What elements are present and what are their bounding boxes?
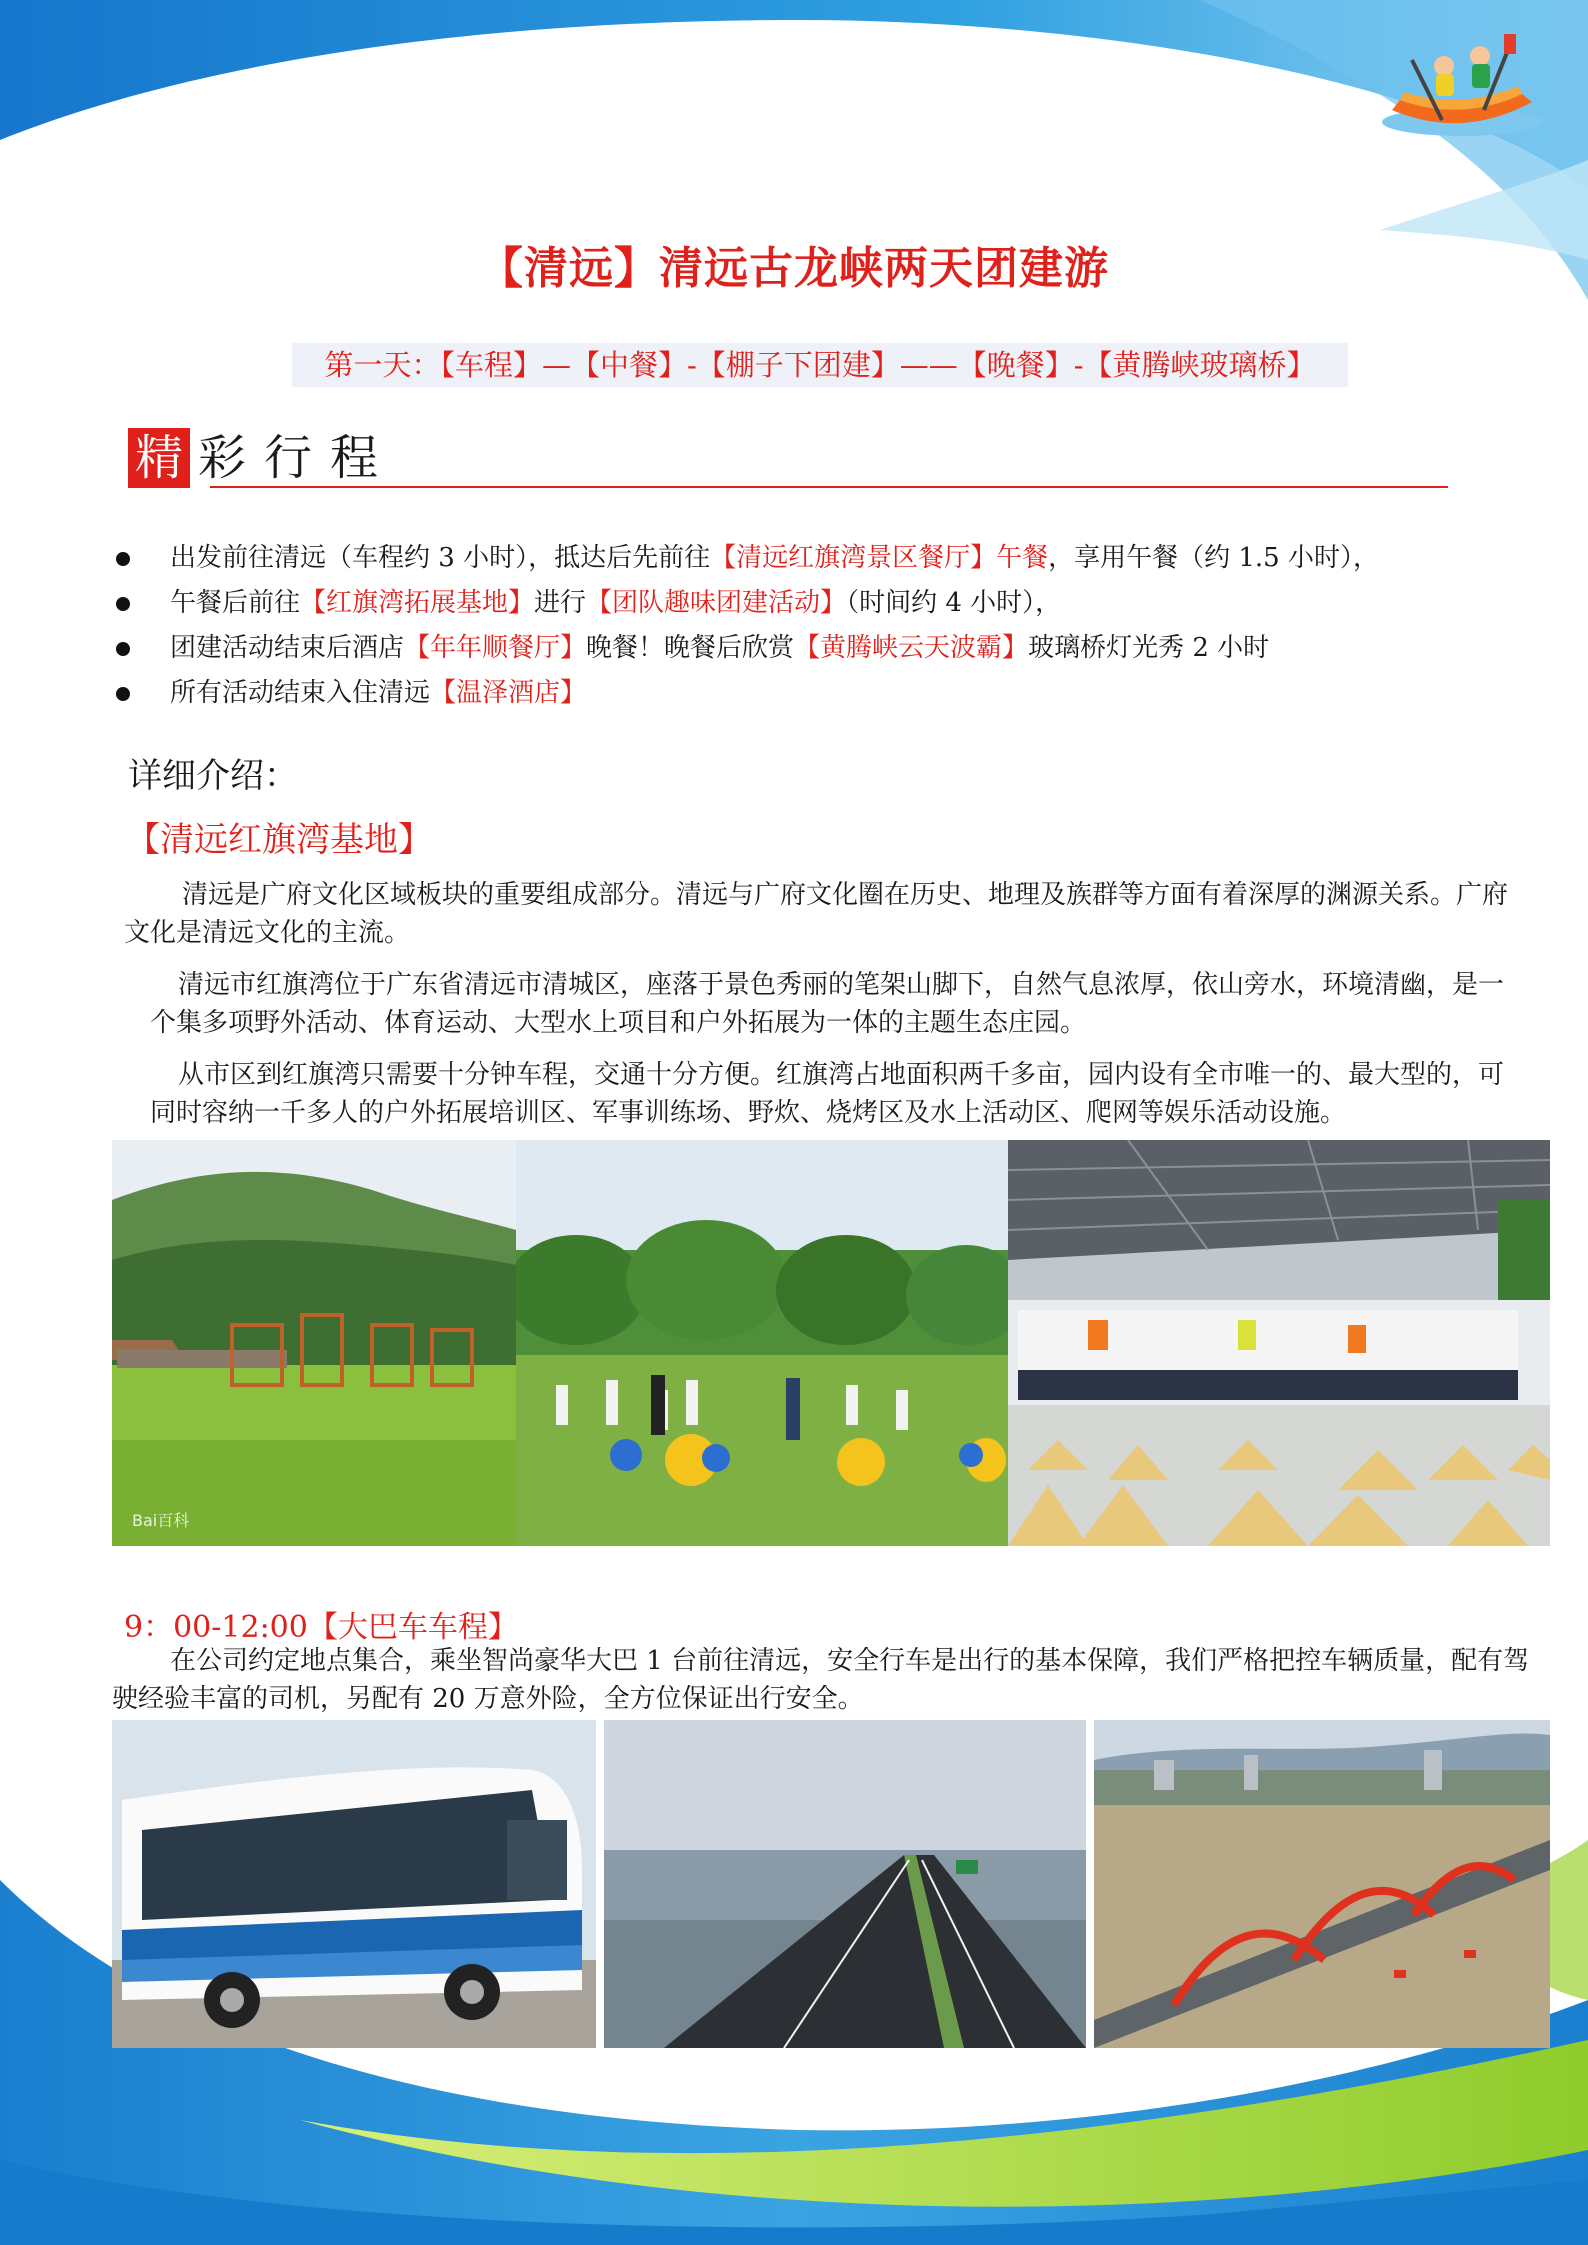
itinerary-text: ，享用午餐（约 1.5 小时）， [1048,543,1379,573]
photo-group-under-shelter [1008,1140,1550,1546]
itinerary-text: 玻璃桥灯光秀 2 小时 [1028,633,1270,663]
base-heading: 【清远红旗湾基地】 [126,820,432,860]
section-underline [210,486,1448,488]
itinerary-highlight: 【温泽酒店】 [430,678,587,708]
itinerary-item [112,536,1512,581]
time-heading: 9：00-12:00【大巴车车程】 [124,1610,518,1645]
intro-paragraph-3: 从市区到红旗湾只需要十分钟车程，交通十分方便。红旗湾占地面积两千多亩，园内设有全市唯一的、最大型的，可同时容纳一千多人的户外拓展培训区、军事训练场、野炊、烧烤区及水上活动区、爬网等娱乐活动设施。 [150,1060,1505,1128]
itinerary-text: 晚餐！晚餐后欣赏 [586,633,795,663]
bus-paragraph: 在公司约定地点集合，乘坐智尚豪华大巴 1 台前往清远，安全行车是出行的基本保障，我们严格把控车辆质量，配有驾驶经验丰富的司机，另配有 20 万意外险，全方位保证出行安全。 [112,1646,1530,1714]
rafting-boat-icon [1372,30,1552,150]
intro-paragraph-2: 清远市红旗湾位于广东省清远市清城区，座落于景色秀丽的笔架山脚下，自然气息浓厚，依山旁水，环境清幽，是一个集多项野外活动、体育运动、大型水上项目和户外拓展为一体的主题生态庄园。 [150,970,1505,1038]
bullet-dot-icon [116,597,130,611]
itinerary-text: 午餐后前往 [170,588,301,618]
itinerary-text: 团建活动结束后酒店 [170,633,405,663]
itinerary-text: 所有活动结束入住清远 [170,678,431,708]
itinerary-highlight: 【清远红旗湾景区餐厅】午餐 [710,543,1049,573]
itinerary-text: 出发前往清远（车程约 3 小时），抵达后先前往 [170,543,711,573]
intro-paragraph-1: 清远是广府文化区域板块的重要组成部分。清远与广府文化圈在历史、地理及族群等方面有着深厚的渊源关系。广府文化是清远文化的主流。 [124,880,1509,948]
itinerary-text: （时间约 4 小时）， [846,588,1062,618]
itinerary-item [112,671,1512,716]
photo-red-arch-bridge [1094,1720,1550,2048]
photo-coach-bus [112,1720,596,2048]
itinerary-item [112,626,1512,671]
itinerary-highlight: 【黄腾峡云天波霸】 [794,633,1029,663]
itinerary-list [112,536,1512,716]
day-one-summary: 第一天：【车程】—【中餐】-【棚子下团建】——【晚餐】-【黄腾峡玻璃桥】 [292,343,1348,387]
bullet-dot-icon [116,552,130,566]
section-heading [128,428,396,488]
photo-watermark: Bai百科 [132,1511,190,1530]
itinerary-item [112,581,1512,626]
detail-heading: 详细介绍： [128,756,298,796]
section-heading-rest: 彩行程 [198,430,397,486]
page-title: 【清远】清远古龙峡两天团建游 [479,243,1109,294]
photo-team-games-lawn [516,1140,1008,1546]
section-heading-first-char: 精 [128,428,190,488]
itinerary-highlight: 【红旗湾拓展基地】 [300,588,535,618]
itinerary-highlight: 【团队趣味团建活动】 [586,588,847,618]
itinerary-highlight: 【年年顺餐厅】 [404,633,587,663]
itinerary-text: 进行 [534,588,587,618]
bullet-dot-icon [116,642,130,656]
bullet-dot-icon [116,687,130,701]
photo-sea-highway [604,1720,1086,2048]
photo-field-ropes-course [112,1140,516,1546]
